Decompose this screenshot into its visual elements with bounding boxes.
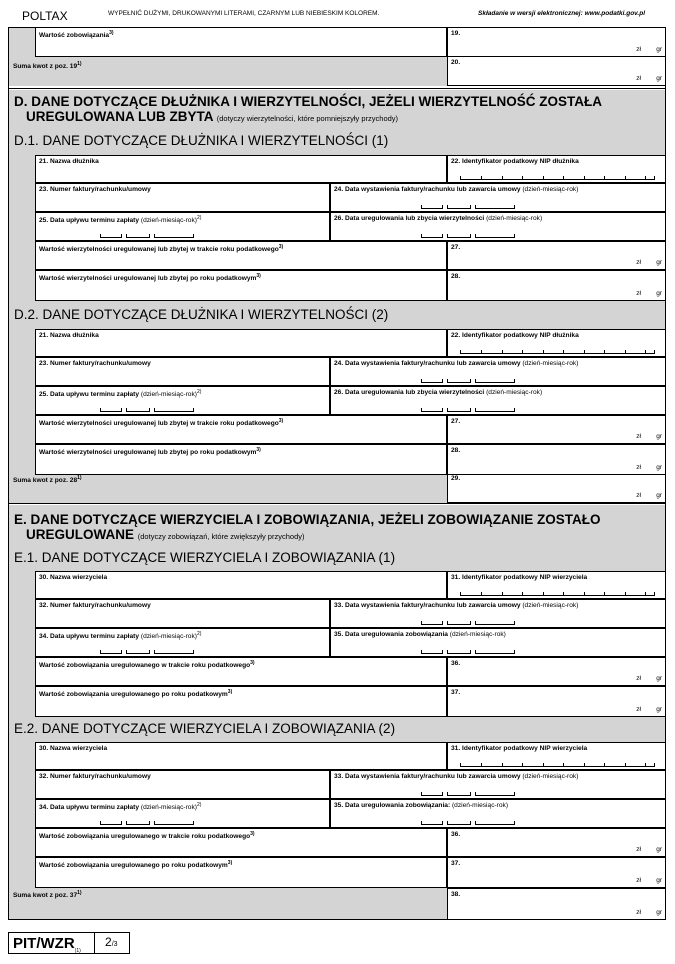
form-code: PIT/$WZR_{(1)}$ <box>13 935 81 954</box>
field-20-input[interactable] <box>447 56 666 86</box>
zl-label: zł <box>636 909 641 916</box>
e2-due-date-input[interactable] <box>35 799 330 828</box>
d2-value-in-year-input[interactable] <box>447 415 666 444</box>
date-box <box>421 379 443 383</box>
tax-form-page <box>8 27 666 920</box>
e1-invoice-input[interactable] <box>35 599 330 628</box>
gr-label: gr <box>656 675 662 682</box>
e2-value-in-year-input[interactable] <box>447 828 666 857</box>
field-19-number: 19. <box>451 30 461 37</box>
nip-boxes <box>460 592 655 596</box>
e1-value-in-year-label: Wartość zobowiązania uregulowanego w trakcie roku podatkowego$^{3)}$ <box>39 660 255 670</box>
zl-label: zł <box>636 706 641 713</box>
e1-value-after-year-label-cell <box>35 686 447 717</box>
date-box <box>154 234 194 238</box>
e1-nip-input[interactable] <box>447 571 666 599</box>
d1-value-after-year-label-cell <box>35 270 447 301</box>
e2-value-in-year-label-cell <box>35 828 447 857</box>
section-d2-title: D.2. DANE DOTYCZĄCE DŁUŻNIKA I WIERZYTELNOŚCI (2) <box>14 307 389 322</box>
date-box <box>475 234 515 238</box>
e2-value-after-year-label-cell <box>35 857 447 888</box>
e1-nip-label: 31. Identyfikator podatkowy NIP wierzyciela <box>451 574 588 581</box>
date-box <box>421 205 443 209</box>
section-e2-title: E.2. DANE DOTYCZĄCE WIERZYCIELA I ZOBOWIĄZANIA (2) <box>14 721 396 736</box>
zl-label: zł <box>636 464 641 471</box>
e1-settlement-date-label: 35. Data uregulowania zobowiązania (dzień-miesiąc-rok) <box>334 631 506 638</box>
d2-value-after-year-number: 28. <box>451 447 461 454</box>
d1-value-after-year-label: Wartość wierzytelności uregulowanej lub zbytej po roku podatkowym$^{3)}$ <box>39 273 261 283</box>
field-19-label: Wartość zobowiązania$^{3)}$ <box>39 30 114 40</box>
date-box <box>421 234 443 238</box>
e1-value-after-year-number: 37. <box>451 689 461 696</box>
d2-nip-input[interactable] <box>447 329 666 357</box>
date-box <box>447 408 471 412</box>
d1-value-after-year-number: 28. <box>451 273 461 280</box>
e2-value-in-year-label: Wartość zobowiązania uregulowanego w trakcie roku podatkowego$^{3)}$ <box>39 831 255 841</box>
field-19-input[interactable] <box>447 27 666 57</box>
date-box <box>447 234 471 238</box>
date-box <box>126 234 150 238</box>
date-box <box>100 821 122 825</box>
d2-value-after-year-input[interactable] <box>447 444 666 475</box>
d2-value-in-year-label: Wartość wierzytelności uregulowanej lub zbytej w trakcie roku podatkowego$^{3)}$ <box>39 418 284 428</box>
page-header <box>0 6 675 24</box>
gr-label: gr <box>656 259 662 266</box>
e1-invoice-label: 32. Numer faktury/rachunku/umowy <box>39 602 151 609</box>
d1-value-in-year-input[interactable] <box>447 241 666 270</box>
d2-name-input[interactable] <box>35 329 447 357</box>
date-box <box>475 650 515 654</box>
date-box <box>475 792 515 796</box>
e2-settlement-date-label: 35. Data uregulowania zobowiązania: (dzień-miesiąc-rok) <box>334 802 509 809</box>
e2-invoice-label: 32. Numer faktury/rachunku/umowy <box>39 773 151 780</box>
d2-due-date-label: 25. Data upływu terminu zapłaty (dzień-miesiąc-rok)$^{2)}$ <box>39 389 202 399</box>
date-box <box>475 821 515 825</box>
electronic-filing-note: Składanie w wersji elektronicznej: www.podatki.gov.pl <box>478 10 645 17</box>
date-box <box>475 621 515 625</box>
date-box <box>100 234 122 238</box>
e2-nip-label: 31. Identyfikator podatkowy NIP wierzyciela <box>451 745 588 752</box>
zl-label: zł <box>636 290 641 297</box>
field-38-input[interactable] <box>447 888 666 920</box>
date-box <box>421 408 443 412</box>
e2-settlement-date-input[interactable] <box>330 799 666 828</box>
gr-label: gr <box>656 75 662 82</box>
d2-name-label: 21. Nazwa dłużnika <box>39 332 99 339</box>
d2-settlement-date-label: 26. Data uregulowania lub zbycia wierzytelności (dzień-miesiąc-rok) <box>334 389 543 396</box>
e1-settlement-date-input[interactable] <box>330 628 666 657</box>
d2-due-date-input[interactable] <box>35 386 330 415</box>
date-box <box>421 621 443 625</box>
e1-value-after-year-input[interactable] <box>447 686 666 717</box>
d1-value-in-year-label-cell <box>35 241 447 270</box>
field-29-input[interactable] <box>447 472 666 503</box>
e2-value-after-year-input[interactable] <box>447 857 666 888</box>
gr-label: gr <box>656 433 662 440</box>
form-footer <box>8 932 130 954</box>
sum-37-label: Suma kwot z poz. 37$^{1)}$ <box>13 890 82 900</box>
nip-boxes <box>460 763 655 767</box>
d1-name-input[interactable] <box>35 155 447 183</box>
nip-boxes <box>460 350 655 354</box>
d2-value-in-year-label-cell <box>35 415 447 444</box>
date-box <box>100 650 122 654</box>
d1-issue-date-input[interactable] <box>330 183 666 212</box>
date-box <box>421 821 443 825</box>
field-29-number: 29. <box>451 475 461 482</box>
brand-label: POLTAX <box>22 9 68 23</box>
e2-issue-date-label: 33. Data wystawienia faktury/rachunku lub zawarcia umowy (dzień-miesiąc-rok) <box>334 773 579 780</box>
e1-issue-date-label: 33. Data wystawienia faktury/rachunku lub zawarcia umowy (dzień-miesiąc-rok) <box>334 602 579 609</box>
section-divider <box>9 503 665 504</box>
e1-value-in-year-number: 36. <box>451 660 461 667</box>
e1-value-in-year-label-cell <box>35 657 447 686</box>
date-box <box>447 650 471 654</box>
d1-issue-date-label: 24. Data wystawienia faktury/rachunku lub zawarcia umowy (dzień-miesiąc-rok) <box>334 186 579 193</box>
field-20-number: 20. <box>451 59 461 66</box>
date-box <box>475 379 515 383</box>
gr-label: gr <box>656 706 662 713</box>
date-box <box>421 650 443 654</box>
section-d1-title: D.1. DANE DOTYCZĄCE DŁUŻNIKA I WIERZYTELNOŚCI (1) <box>14 133 389 148</box>
date-box <box>447 379 471 383</box>
section-e1-title: E.1. DANE DOTYCZĄCE WIERZYCIELA I ZOBOWIĄZANIA (1) <box>14 550 396 565</box>
e2-invoice-input[interactable] <box>35 770 330 799</box>
section-e-title: E. DANE DOTYCZĄCE WIERZYCIELA I ZOBOWIĄZANIA, JEŻELI ZOBOWIĄZANIE ZOSTAŁO UREGULOWANE (dotyczy zobowiązań, które zwiększyły przychody) <box>14 512 601 542</box>
section-d-title: D. DANE DOTYCZĄCE DŁUŻNIKA I WIERZYTELNOŚCI, JEŻELI WIERZYTELNOŚĆ ZOSTAŁA UREGULOWANA LUB ZBYTA (dotyczy wierzytelności, które pomniejszyły przychody) <box>14 94 602 124</box>
d2-invoice-input[interactable] <box>35 357 330 386</box>
field-38-number: 38. <box>451 891 461 898</box>
e2-name-input[interactable] <box>35 742 447 770</box>
zl-label: zł <box>636 75 641 82</box>
e2-value-in-year-number: 36. <box>451 831 461 838</box>
date-box <box>421 792 443 796</box>
fill-instructions: WYPEŁNIĆ DUŻYMI, DRUKOWANYMI LITERAMI, CZARNYM LUB NIEBIESKIM KOLOREM. <box>108 10 380 17</box>
zl-label: zł <box>636 492 641 499</box>
d2-value-in-year-number: 27. <box>451 418 461 425</box>
zl-label: zł <box>636 259 641 266</box>
d1-nip-label: 22. Identyfikator podatkowy NIP dłużnika <box>451 158 579 165</box>
e1-due-date-input[interactable] <box>35 628 330 657</box>
e2-value-after-year-number: 37. <box>451 860 461 867</box>
date-box <box>447 205 471 209</box>
d2-settlement-date-input[interactable] <box>330 386 666 415</box>
date-box <box>447 792 471 796</box>
e1-due-date-label: 34. Data upływu terminu zapłaty (dzień-miesiąc-rok)$^{2)}$ <box>39 631 202 641</box>
gr-label: gr <box>656 846 662 853</box>
d1-invoice-input[interactable] <box>35 183 330 212</box>
date-box <box>154 408 194 412</box>
e1-name-label: 30. Nazwa wierzyciela <box>39 574 108 581</box>
date-box <box>100 408 122 412</box>
gr-label: gr <box>656 464 662 471</box>
d2-value-after-year-label-cell <box>35 444 447 475</box>
date-box <box>126 821 150 825</box>
zl-label: zł <box>636 846 641 853</box>
d1-nip-input[interactable] <box>447 155 666 183</box>
sum-28-label: Suma kwot z poz. 28$^{1)}$ <box>13 475 82 485</box>
d1-due-date-input[interactable] <box>35 212 330 241</box>
e2-nip-input[interactable] <box>447 742 666 770</box>
d2-invoice-label: 23. Numer faktury/rachunku/umowy <box>39 360 151 367</box>
d1-settlement-date-label: 26. Data uregulowania lub zbycia wierzytelności (dzień-miesiąc-rok) <box>334 215 543 222</box>
field-19-label-cell <box>35 27 447 57</box>
date-box <box>154 821 194 825</box>
date-box <box>447 821 471 825</box>
d1-due-date-label: 25. Data upływu terminu zapłaty (dzień-miesiąc-rok)$^{2)}$ <box>39 215 202 225</box>
e2-value-after-year-label: Wartość zobowiązania uregulowanego po roku podatkowym$^{3)}$ <box>39 860 233 870</box>
d2-issue-date-input[interactable] <box>330 357 666 386</box>
gr-label: gr <box>656 492 662 499</box>
date-box <box>475 205 515 209</box>
e1-value-in-year-input[interactable] <box>447 657 666 686</box>
date-box <box>154 650 194 654</box>
d1-value-in-year-label: Wartość wierzytelności uregulowanej lub zbytej w trakcie roku podatkowego$^{3)}$ <box>39 244 284 254</box>
gr-label: gr <box>656 877 662 884</box>
gr-label: gr <box>656 290 662 297</box>
d2-issue-date-label: 24. Data wystawienia faktury/rachunku lub zawarcia umowy (dzień-miesiąc-rok) <box>334 360 579 367</box>
d1-settlement-date-input[interactable] <box>330 212 666 241</box>
date-box <box>126 408 150 412</box>
date-box <box>447 621 471 625</box>
d2-nip-label: 22. Identyfikator podatkowy NIP dłużnika <box>451 332 579 339</box>
zl-label: zł <box>636 46 641 53</box>
d1-invoice-label: 23. Numer faktury/rachunku/umowy <box>39 186 151 193</box>
section-divider <box>9 88 665 89</box>
zl-label: zł <box>636 877 641 884</box>
sum-19-label: Suma kwot z poz. 19$^{1)}$ <box>13 61 82 71</box>
zl-label: zł <box>636 675 641 682</box>
date-box <box>475 408 515 412</box>
e1-issue-date-input[interactable] <box>330 599 666 628</box>
d2-value-after-year-label: Wartość wierzytelności uregulowanej lub zbytej po roku podatkowym$^{3)}$ <box>39 447 261 457</box>
e1-value-after-year-label: Wartość zobowiązania uregulowanego po roku podatkowym$^{3)}$ <box>39 689 233 699</box>
d1-value-after-year-input[interactable] <box>447 270 666 301</box>
e2-name-label: 30. Nazwa wierzyciela <box>39 745 108 752</box>
nip-boxes <box>460 176 655 180</box>
date-box <box>126 650 150 654</box>
zl-label: zł <box>636 433 641 440</box>
gr-label: gr <box>656 909 662 916</box>
gr-label: gr <box>656 46 662 53</box>
page-number: 2/3 <box>94 933 130 953</box>
d1-value-in-year-number: 27. <box>451 244 461 251</box>
d1-name-label: 21. Nazwa dłużnika <box>39 158 99 165</box>
e2-issue-date-input[interactable] <box>330 770 666 799</box>
e1-name-input[interactable] <box>35 571 447 599</box>
e2-due-date-label: 34. Data upływu terminu zapłaty (dzień-miesiąc-rok)$^{2)}$ <box>39 802 202 812</box>
